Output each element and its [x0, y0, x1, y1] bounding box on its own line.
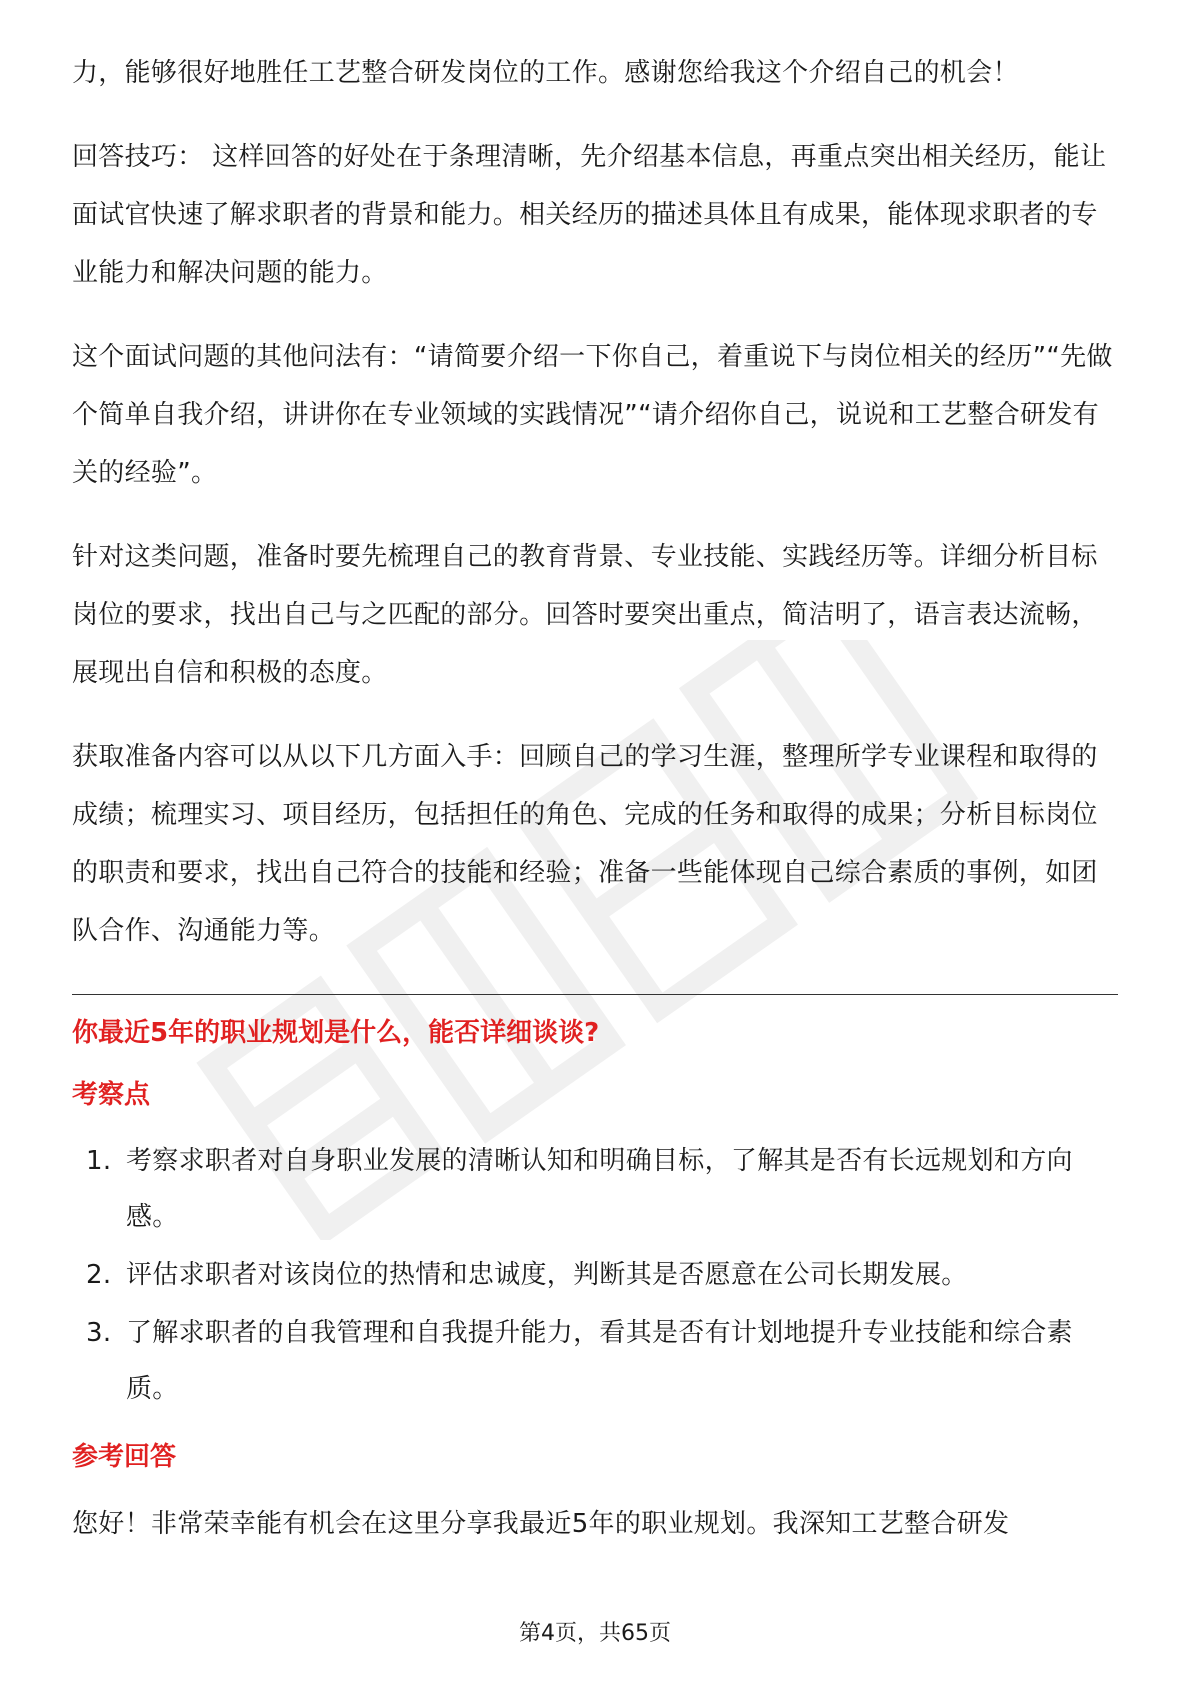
list-item: [72, 1305, 1118, 1417]
list-item: [72, 1247, 1118, 1303]
paragraph-preparation: 针对这类问题，准备时要先梳理自己的教育背景、专业技能、实践经历等。详细分析目标岗位的要求，找出自己与之匹配的部分。回答时要突出重点，简洁明了，语言表达流畅，展现出自信和积极的态度。: [72, 542, 1098, 688]
list-item-text: 评估求职者对该岗位的热情和忠诚度，判断其是否愿意在公司长期发展。: [126, 1260, 968, 1290]
exam-points-title: 考察点: [72, 1080, 151, 1110]
paragraph-answer-tips: 回答技巧： 这样回答的好处在于条理清晰，先介绍基本信息，再重点突出相关经历，能让面试官快速了解求职者的背景和能力。相关经历的描述具体且有成果，能体现求职者的专业能力和解决问题的能力。: [72, 142, 1107, 288]
list-item-text: 考察求职者对自身职业发展的清晰认知和明确目标，了解其是否有长远规划和方向感。: [126, 1146, 1073, 1232]
section-divider: [72, 994, 1118, 995]
list-item: [72, 1133, 1118, 1245]
list-item-text: 了解求职者的自我管理和自我提升能力，看其是否有计划地提升专业技能和综合素质。: [126, 1318, 1073, 1404]
question-heading: 你最近5年的职业规划是什么，能否详细谈谈?: [72, 1018, 600, 1048]
list-item-number: 1.: [86, 1146, 112, 1176]
list-item-number: 3.: [86, 1318, 112, 1348]
main-content: [72, 44, 1118, 1579]
paragraph-alternate-questions: 这个面试问题的其他问法有：“请简要介绍一下你自己，着重说下与岗位相关的经历”“先做个简单自我介绍，讲讲你在专业领域的实践情况”“请介绍你自己，说说和工艺整合研发有关的经验”。: [72, 342, 1113, 488]
paragraph-content-sources: 获取准备内容可以从以下几方面入手：回顾自己的学习生涯，整理所学专业课程和取得的成绩；梳理实习、项目经历，包括担任的角色、完成的任务和取得的成果；分析目标岗位的职责和要求，找出自己符合的技能和经验；准备一些能体现自己综合素质的事例，如团队合作、沟通能力等。: [72, 742, 1098, 946]
reference-answer-title: 参考回答: [72, 1442, 177, 1472]
paragraph-intro-end: 力，能够很好地胜任工艺整合研发岗位的工作。感谢您给我这个介绍自己的机会！: [72, 58, 1019, 88]
list-item-number: 2.: [86, 1260, 112, 1290]
exam-points-list: [72, 1133, 1118, 1417]
page-number-footer: 第4页，共65页: [519, 1621, 671, 1646]
reference-answer-text: 您好！非常荣幸能有机会在这里分享我最近5年的职业规划。我深知工艺整合研发: [72, 1509, 1010, 1539]
